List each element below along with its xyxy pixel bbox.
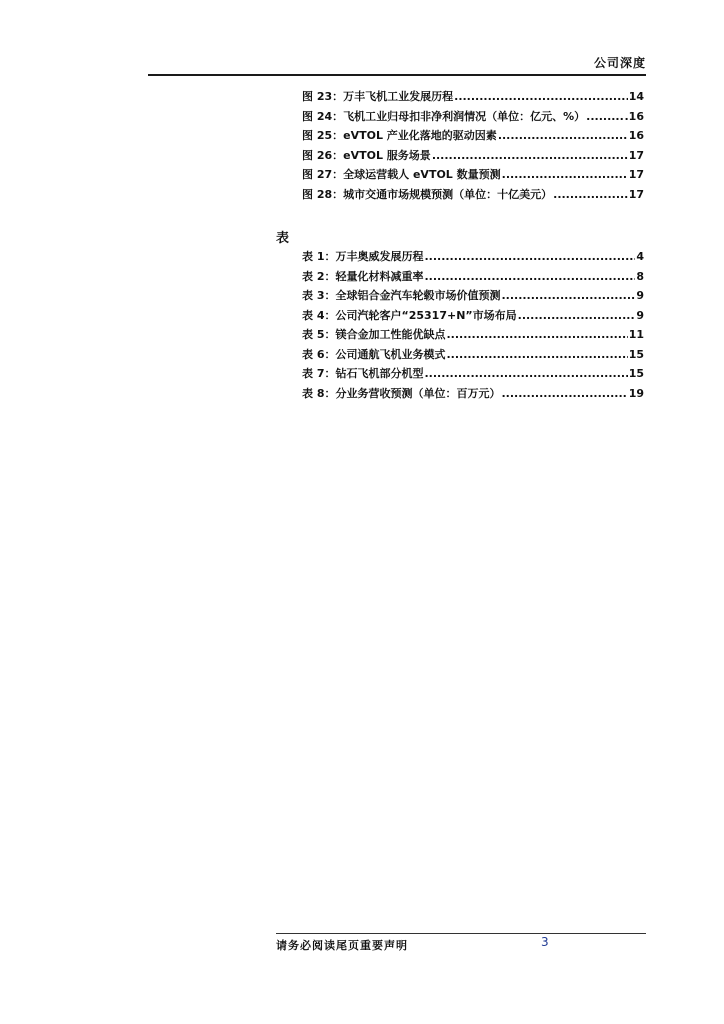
figure-entry[interactable]	[302, 108, 644, 128]
table-label: 表 2	[302, 269, 325, 283]
leader-dots	[586, 110, 623, 123]
table-index-list	[302, 248, 644, 404]
leader-dots	[424, 270, 635, 283]
table-title: 全球铝合金汽车轮毂市场价值预测	[335, 289, 501, 302]
table-title: 钻石飞机部分机型	[335, 367, 424, 380]
separator: ：	[332, 90, 344, 103]
figure-label: 图 24	[302, 109, 333, 123]
table-title: 镁合金加工性能优缺点	[335, 328, 446, 341]
leader-dots	[454, 90, 628, 103]
footer-disclaimer-note: 请务必阅读尾页重要声明	[276, 939, 408, 952]
table-entry[interactable]	[302, 287, 644, 307]
separator: ：	[332, 168, 344, 181]
figure-page: 17	[628, 168, 644, 181]
tables-section-heading: 表	[276, 231, 290, 246]
table-title: 公司通航飞机业务模式	[335, 347, 446, 361]
figure-entry[interactable]	[302, 186, 644, 206]
table-label: 表 1	[302, 250, 325, 263]
separator: ：	[324, 347, 336, 361]
leader-dots	[498, 129, 628, 142]
table-label: 表 3	[302, 289, 325, 302]
table-title: 轻量化材料减重率	[335, 269, 424, 283]
separator: ：	[324, 328, 336, 341]
header-rule	[148, 74, 646, 76]
separator: ：	[324, 250, 336, 263]
table-page: 19	[628, 386, 644, 400]
table-entry[interactable]	[302, 268, 644, 288]
table-entry[interactable]	[302, 326, 644, 346]
separator: ：	[324, 367, 336, 380]
table-page: 9	[636, 308, 644, 322]
separator: ：	[324, 289, 336, 302]
table-label: 表 4	[302, 308, 325, 322]
table-title: 万丰奥威发展历程	[335, 250, 424, 263]
figure-title: 城市交通市场规模预测（单位：十亿美元）	[343, 187, 553, 201]
figure-page: 17	[628, 148, 644, 162]
header-tag: 公司深度	[593, 56, 646, 70]
figure-title: eVTOL 产业化落地的驱动因素	[343, 129, 497, 142]
table-entry[interactable]	[302, 346, 644, 366]
figure-index-list	[302, 88, 644, 205]
figure-label: 图 27	[302, 168, 333, 181]
leader-dots	[424, 250, 635, 263]
leader-dots	[501, 387, 627, 400]
leader-dots	[446, 328, 627, 341]
table-entry[interactable]	[302, 307, 644, 327]
figure-entry[interactable]	[302, 88, 644, 108]
figure-page: 14	[628, 90, 644, 103]
figure-title: 全球运营载人 eVTOL 数量预测	[343, 168, 501, 181]
table-page: 11	[628, 328, 644, 341]
table-title: 公司汽轮客户“25317+N”市场布局	[335, 308, 517, 322]
separator: ：	[324, 269, 336, 283]
separator: ：	[332, 109, 344, 123]
leader-dots	[518, 309, 636, 322]
figure-page: 17	[628, 187, 644, 201]
table-page: 15	[628, 347, 644, 361]
figure-page: 16	[628, 129, 644, 142]
table-entry[interactable]	[302, 385, 644, 405]
table-entry[interactable]	[302, 365, 644, 385]
table-label: 表 8	[302, 386, 325, 400]
table-label: 表 7	[302, 367, 325, 380]
figure-page: .16	[624, 109, 644, 123]
table-label: 表 5	[302, 328, 325, 341]
figure-entry[interactable]	[302, 147, 644, 167]
figure-entry[interactable]	[302, 166, 644, 186]
table-page: 9	[636, 289, 644, 302]
table-entry[interactable]	[302, 248, 644, 268]
separator: ：	[332, 129, 344, 142]
separator: ：	[324, 386, 336, 400]
figure-title: 飞机工业归母扣非净利润情况（单位：亿元、%）	[343, 109, 586, 123]
figure-label: 图 23	[302, 90, 333, 103]
table-page: 8	[636, 269, 644, 283]
separator: ：	[332, 187, 344, 201]
page-number: 3	[541, 935, 549, 949]
figure-label: 图 25	[302, 129, 333, 142]
leader-dots	[502, 168, 628, 181]
table-page: 15	[628, 367, 644, 380]
table-title: 分业务营收预测（单位：百万元）	[335, 386, 501, 400]
leader-dots	[424, 367, 627, 380]
separator: ：	[332, 148, 344, 162]
figure-entry[interactable]	[302, 127, 644, 147]
table-label: 表 6	[302, 347, 325, 361]
figure-label: 图 28	[302, 187, 333, 201]
table-page: 4	[636, 250, 644, 263]
leader-dots	[432, 149, 628, 162]
leader-dots	[553, 188, 628, 201]
footer-rule	[276, 933, 646, 934]
leader-dots	[446, 348, 627, 361]
figure-title: 万丰飞机工业发展历程	[343, 90, 454, 103]
figure-title: eVTOL 服务场景	[343, 148, 431, 162]
leader-dots	[501, 289, 635, 302]
figure-label: 图 26	[302, 148, 333, 162]
separator: ：	[324, 308, 336, 322]
